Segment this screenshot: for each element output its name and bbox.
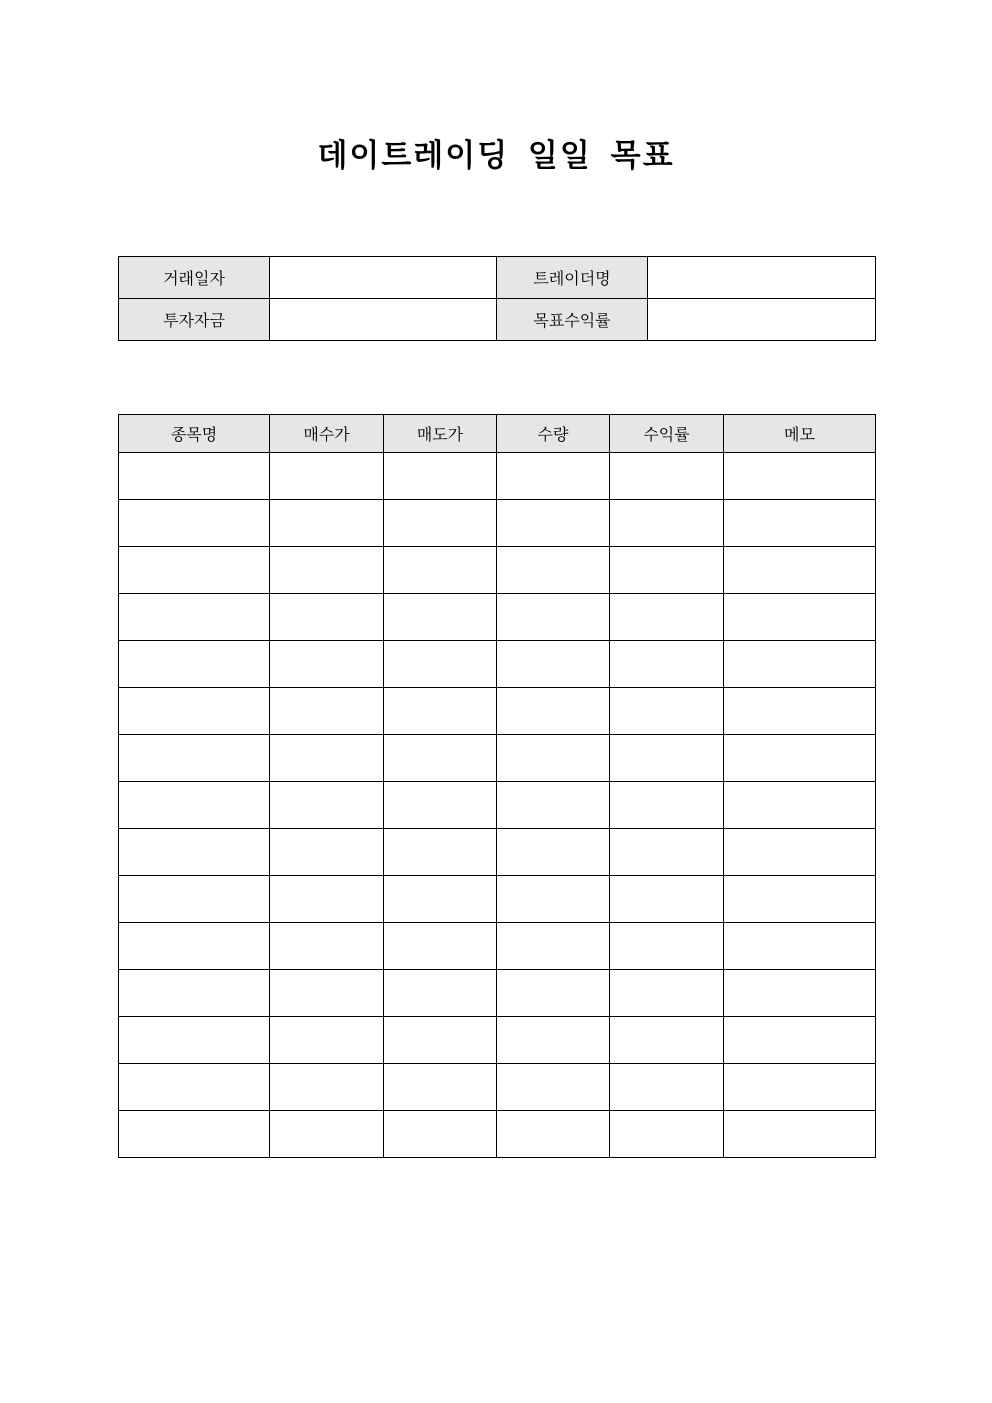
quantity-cell[interactable] xyxy=(497,782,610,829)
buy-price-cell[interactable] xyxy=(270,641,384,688)
memo-cell[interactable] xyxy=(724,782,876,829)
info-row xyxy=(119,257,876,299)
sell-price-cell[interactable] xyxy=(384,547,497,594)
sell-price-cell[interactable] xyxy=(384,923,497,970)
stock-name-cell[interactable] xyxy=(119,1017,270,1064)
table-row xyxy=(119,923,876,970)
stock-name-cell[interactable] xyxy=(119,782,270,829)
trade-date-label: 거래일자 xyxy=(119,257,270,299)
quantity-cell[interactable] xyxy=(497,1064,610,1111)
stock-name-cell[interactable] xyxy=(119,735,270,782)
sell-price-cell[interactable] xyxy=(384,1111,497,1158)
buy-price-cell[interactable] xyxy=(270,453,384,500)
quantity-cell[interactable] xyxy=(497,1111,610,1158)
sell-price-cell[interactable] xyxy=(384,1064,497,1111)
stock-name-cell[interactable] xyxy=(119,923,270,970)
return-cell[interactable] xyxy=(610,453,724,500)
target-return-field[interactable] xyxy=(648,299,876,341)
sell-price-cell[interactable] xyxy=(384,829,497,876)
memo-cell[interactable] xyxy=(724,876,876,923)
quantity-cell[interactable] xyxy=(497,453,610,500)
stock-name-cell[interactable] xyxy=(119,641,270,688)
investment-funds-field[interactable] xyxy=(270,299,497,341)
return-cell[interactable] xyxy=(610,970,724,1017)
stock-name-cell[interactable] xyxy=(119,688,270,735)
table-row xyxy=(119,594,876,641)
column-header-buy-price: 매수가 xyxy=(270,415,384,453)
trades-body xyxy=(119,453,876,1158)
sell-price-cell[interactable] xyxy=(384,970,497,1017)
target-return-label: 목표수익률 xyxy=(497,299,648,341)
buy-price-cell[interactable] xyxy=(270,1017,384,1064)
quantity-cell[interactable] xyxy=(497,923,610,970)
buy-price-cell[interactable] xyxy=(270,1111,384,1158)
buy-price-cell[interactable] xyxy=(270,594,384,641)
memo-cell[interactable] xyxy=(724,547,876,594)
info-row xyxy=(119,299,876,341)
stock-name-cell[interactable] xyxy=(119,1064,270,1111)
memo-cell[interactable] xyxy=(724,688,876,735)
stock-name-cell[interactable] xyxy=(119,876,270,923)
table-row xyxy=(119,500,876,547)
table-row xyxy=(119,1111,876,1158)
return-cell[interactable] xyxy=(610,1111,724,1158)
column-header-sell-price: 매도가 xyxy=(384,415,497,453)
quantity-cell[interactable] xyxy=(497,547,610,594)
quantity-cell[interactable] xyxy=(497,500,610,547)
return-cell[interactable] xyxy=(610,782,724,829)
buy-price-cell[interactable] xyxy=(270,782,384,829)
sell-price-cell[interactable] xyxy=(384,641,497,688)
return-cell[interactable] xyxy=(610,1017,724,1064)
stock-name-cell[interactable] xyxy=(119,1111,270,1158)
quantity-cell[interactable] xyxy=(497,594,610,641)
memo-cell[interactable] xyxy=(724,500,876,547)
trade-date-field[interactable] xyxy=(270,257,497,299)
stock-name-cell[interactable] xyxy=(119,547,270,594)
table-row xyxy=(119,829,876,876)
stock-name-cell[interactable] xyxy=(119,453,270,500)
column-header-stock-name: 종목명 xyxy=(119,415,270,453)
buy-price-cell[interactable] xyxy=(270,735,384,782)
return-cell[interactable] xyxy=(610,829,724,876)
table-row xyxy=(119,876,876,923)
stock-name-cell[interactable] xyxy=(119,829,270,876)
quantity-cell[interactable] xyxy=(497,1017,610,1064)
investment-funds-label: 투자자금 xyxy=(119,299,270,341)
quantity-cell[interactable] xyxy=(497,876,610,923)
table-row xyxy=(119,970,876,1017)
trades-header-row xyxy=(119,415,876,453)
buy-price-cell[interactable] xyxy=(270,1064,384,1111)
buy-price-cell[interactable] xyxy=(270,688,384,735)
memo-cell[interactable] xyxy=(724,970,876,1017)
return-cell[interactable] xyxy=(610,688,724,735)
table-row xyxy=(119,688,876,735)
stock-name-cell[interactable] xyxy=(119,970,270,1017)
quantity-cell[interactable] xyxy=(497,641,610,688)
sell-price-cell[interactable] xyxy=(384,1017,497,1064)
trader-name-field[interactable] xyxy=(648,257,876,299)
quantity-cell[interactable] xyxy=(497,829,610,876)
quantity-cell[interactable] xyxy=(497,970,610,1017)
memo-cell[interactable] xyxy=(724,453,876,500)
column-header-return: 수익률 xyxy=(610,415,724,453)
memo-cell[interactable] xyxy=(724,829,876,876)
page-title: 데이트레이딩 일일 목표 xyxy=(317,138,675,174)
memo-cell[interactable] xyxy=(724,1017,876,1064)
return-cell[interactable] xyxy=(610,735,724,782)
stock-name-cell[interactable] xyxy=(119,500,270,547)
return-cell[interactable] xyxy=(610,594,724,641)
trades-table xyxy=(118,414,876,1158)
column-header-quantity: 수량 xyxy=(497,415,610,453)
return-cell[interactable] xyxy=(610,500,724,547)
memo-cell[interactable] xyxy=(724,923,876,970)
column-header-memo: 메모 xyxy=(724,415,876,453)
memo-cell[interactable] xyxy=(724,1111,876,1158)
table-row xyxy=(119,1064,876,1111)
memo-cell[interactable] xyxy=(724,1064,876,1111)
sell-price-cell[interactable] xyxy=(384,594,497,641)
buy-price-cell[interactable] xyxy=(270,876,384,923)
return-cell[interactable] xyxy=(610,876,724,923)
table-row xyxy=(119,641,876,688)
table-row xyxy=(119,735,876,782)
buy-price-cell[interactable] xyxy=(270,970,384,1017)
buy-price-cell[interactable] xyxy=(270,829,384,876)
sell-price-cell[interactable] xyxy=(384,500,497,547)
table-row xyxy=(119,547,876,594)
table-row xyxy=(119,453,876,500)
return-cell[interactable] xyxy=(610,641,724,688)
memo-cell[interactable] xyxy=(724,594,876,641)
buy-price-cell[interactable] xyxy=(270,500,384,547)
stock-name-cell[interactable] xyxy=(119,594,270,641)
sell-price-cell[interactable] xyxy=(384,735,497,782)
memo-cell[interactable] xyxy=(724,735,876,782)
quantity-cell[interactable] xyxy=(497,688,610,735)
memo-cell[interactable] xyxy=(724,641,876,688)
sell-price-cell[interactable] xyxy=(384,876,497,923)
info-table xyxy=(118,256,876,341)
return-cell[interactable] xyxy=(610,547,724,594)
return-cell[interactable] xyxy=(610,923,724,970)
table-row xyxy=(119,1017,876,1064)
table-row xyxy=(119,782,876,829)
sell-price-cell[interactable] xyxy=(384,688,497,735)
sell-price-cell[interactable] xyxy=(384,453,497,500)
quantity-cell[interactable] xyxy=(497,735,610,782)
buy-price-cell[interactable] xyxy=(270,547,384,594)
sell-price-cell[interactable] xyxy=(384,782,497,829)
return-cell[interactable] xyxy=(610,1064,724,1111)
trader-name-label: 트레이더명 xyxy=(497,257,648,299)
buy-price-cell[interactable] xyxy=(270,923,384,970)
